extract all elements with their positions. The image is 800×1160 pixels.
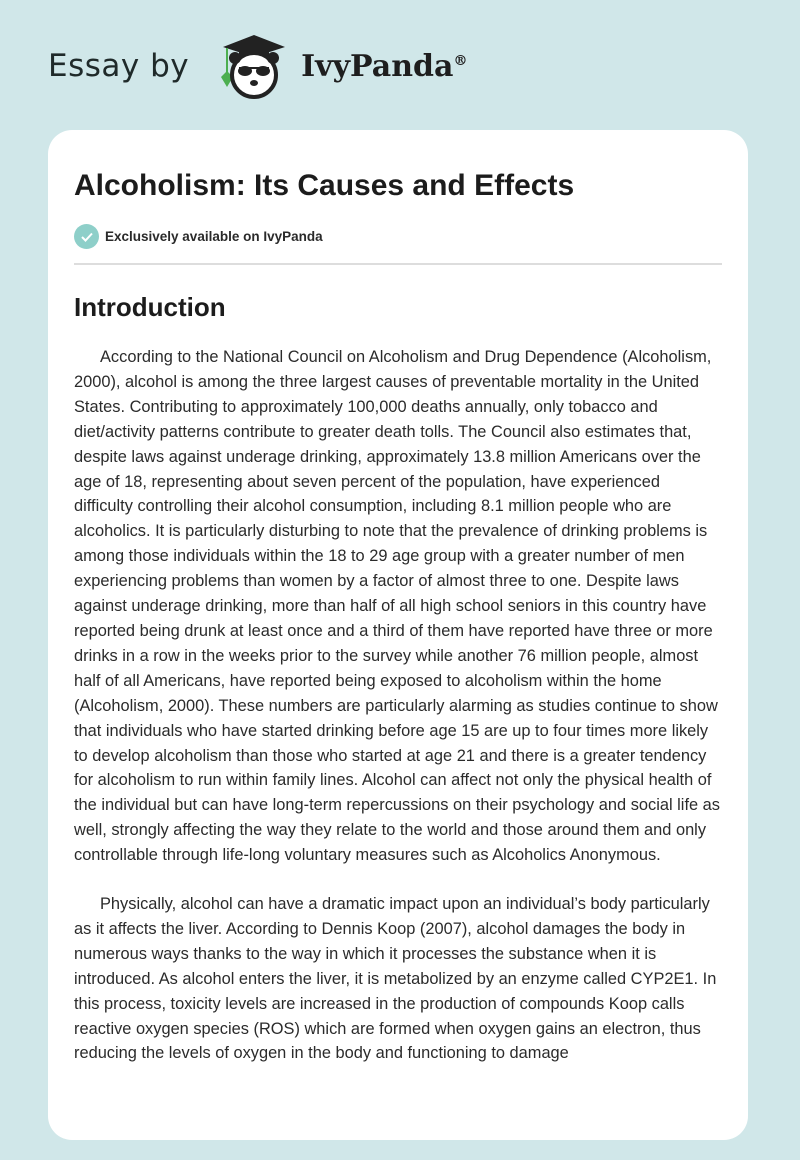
section-heading: Introduction [74, 292, 226, 322]
exclusive-text: Exclusively available on IvyPanda [105, 229, 323, 244]
brand-name [301, 49, 467, 84]
ivypanda-logo-icon[interactable] [209, 31, 299, 101]
exclusive-badge [74, 224, 722, 249]
page-title: Alcoholism: Its Causes and Effects [74, 169, 575, 202]
registered-mark: ® [453, 52, 468, 69]
check-icon [74, 224, 99, 249]
brand-text: IvyPanda [301, 48, 454, 84]
site-header [48, 36, 467, 96]
paragraph: Physically, alcohol can have a dramatic impact upon an individual’s body particularly as it affects the liver. According to Dennis Koop (2007), alcohol damages the body in numerous ways thanks to the way in which it processes the substance when it is introduced. As alcohol enters the liver, it is metabolized by an enzyme called CYP2E1. In this process, toxicity levels are increased in the production of compounds Koop calls reactive oxygen species (ROS) which are formed when oxygen gains an electron, thus reducing the levels of oxygen in the body and functioning to damage [74, 895, 717, 1063]
paragraph: According to the National Council on Alcoholism and Drug Dependence (Alcoholism, 2000), alcohol is among the three largest causes of preventable mortality in the United States. Contributing to approximately 100,000 deaths annually, only tobacco and diet/activity patterns contribute to greater death tolls. The Council also estimates that, despite laws against underage drinking, approximately 13.8 million Americans over the age of 18, representing about seven percent of the population, have experienced difficulty controlling their alcohol consumption, including 8.1 million people who are alcoholics. It is particularly disturbing to note that the prevalence of drinking problems is among those individuals within the 18 to 29 age group with a greater number of men experiencing problems than women by a factor of almost three to one. Despite laws against underage drinking, more than half of all high school seniors in this country have reported being drunk at least once and a third of them have reported have three or more drinks in a row in the weeks prior to the survey while another 76 million people, almost half of all Americans, have reported being exposed to alcoholism within the home (Alcoholism, 2000). These numbers are particularly alarming as studies continue to show that individuals who have started drinking before age 15 are up to four times more likely to develop alcoholism than those who started at age 21 and there is a greater tendency for alcoholism to run within family lines. Alcohol can affect not only the physical health of the individual but can have long-term repercussions on their psychology and social life as well, strongly affecting the way they relate to the world and those around them and only controllable through life-long voluntary measures such as Alcoholics Anonymous. [74, 348, 720, 865]
divider [74, 263, 722, 265]
essay-by-label: Essay by [48, 48, 190, 84]
essay-card [48, 130, 748, 1140]
